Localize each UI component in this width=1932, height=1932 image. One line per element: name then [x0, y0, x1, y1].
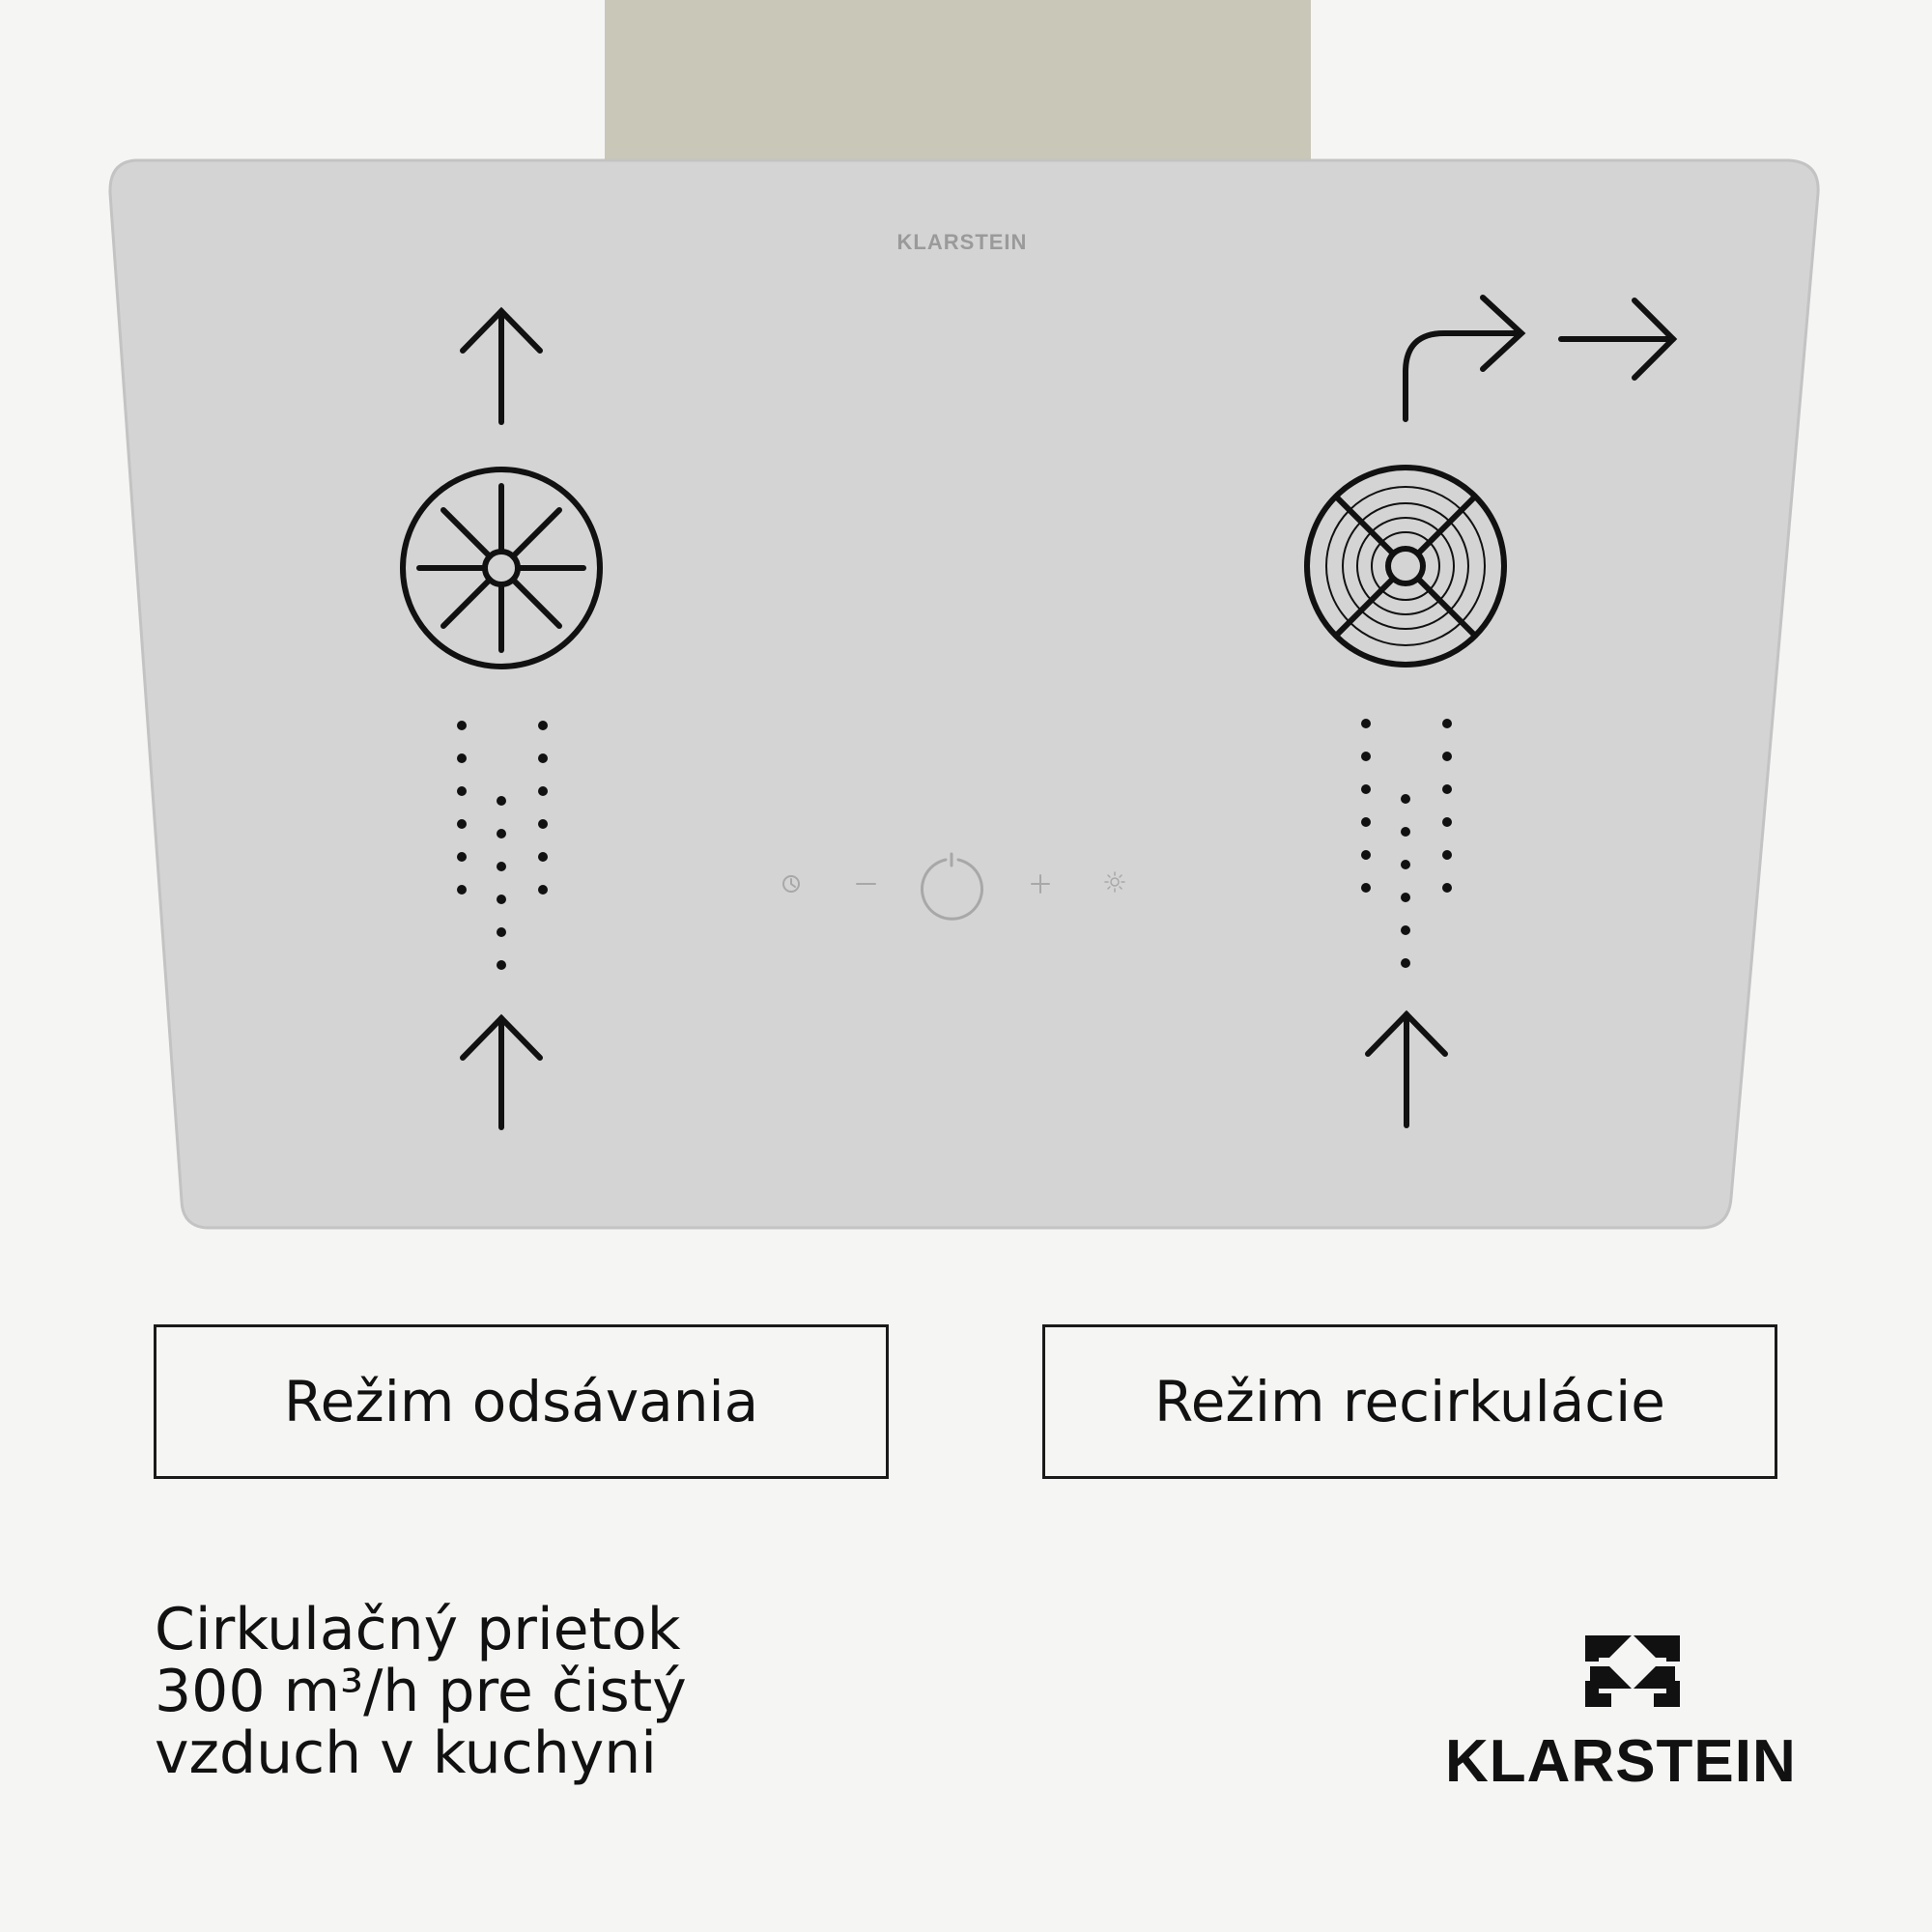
airflow-dot [457, 852, 467, 862]
airflow-dot [1401, 860, 1410, 869]
airflow-dot [497, 927, 506, 937]
airflow-dot [1361, 719, 1371, 728]
airflow-dot [1361, 752, 1371, 761]
airflow-dot [1401, 958, 1410, 968]
airflow-dot [1401, 925, 1410, 935]
recirculation-mode-text: Režim recirkulácie [1154, 1369, 1665, 1435]
airflow-dot [497, 895, 506, 904]
recirculation-mode-label [1042, 1324, 1777, 1479]
panel-logo: KLARSTEIN [896, 230, 1028, 254]
airflow-dot [457, 885, 467, 895]
airflow-dot [497, 796, 506, 806]
airflow-dot [1442, 817, 1452, 827]
airflow-dot [1442, 784, 1452, 794]
airflow-dot [1442, 850, 1452, 860]
airflow-dot [497, 829, 506, 838]
airflow-dot [1361, 850, 1371, 860]
airflow-dot [457, 753, 467, 763]
airflow-dot [538, 786, 548, 796]
airflow-dot [1361, 883, 1371, 893]
airflow-dot [538, 721, 548, 730]
airflow-dot [457, 786, 467, 796]
hood-glass-panel [110, 160, 1818, 1228]
airflow-dot [538, 885, 548, 895]
airflow-dot [497, 862, 506, 871]
airflow-dot [1401, 794, 1410, 804]
airflow-dot [457, 819, 467, 829]
tagline: Cirkulačný prietok 300 m³/h pre čistý vzduch v kuchyni [155, 1596, 687, 1787]
airflow-dot [1442, 883, 1452, 893]
airflow-dot [538, 852, 548, 862]
airflow-dot [538, 819, 548, 829]
airflow-dot [497, 960, 506, 970]
airflow-dot [1442, 752, 1452, 761]
brand-name: KLARSTEIN [1445, 1728, 1797, 1795]
airflow-dot [538, 753, 548, 763]
airflow-dot [1442, 719, 1452, 728]
airflow-dot [1361, 817, 1371, 827]
extraction-mode-text: Režim odsávania [283, 1369, 759, 1435]
airflow-dot [1401, 827, 1410, 837]
hood-chimney [605, 0, 1311, 162]
airflow-dot [1401, 893, 1410, 902]
airflow-dot [1361, 784, 1371, 794]
extraction-mode-label [154, 1324, 889, 1479]
airflow-dot [457, 721, 467, 730]
